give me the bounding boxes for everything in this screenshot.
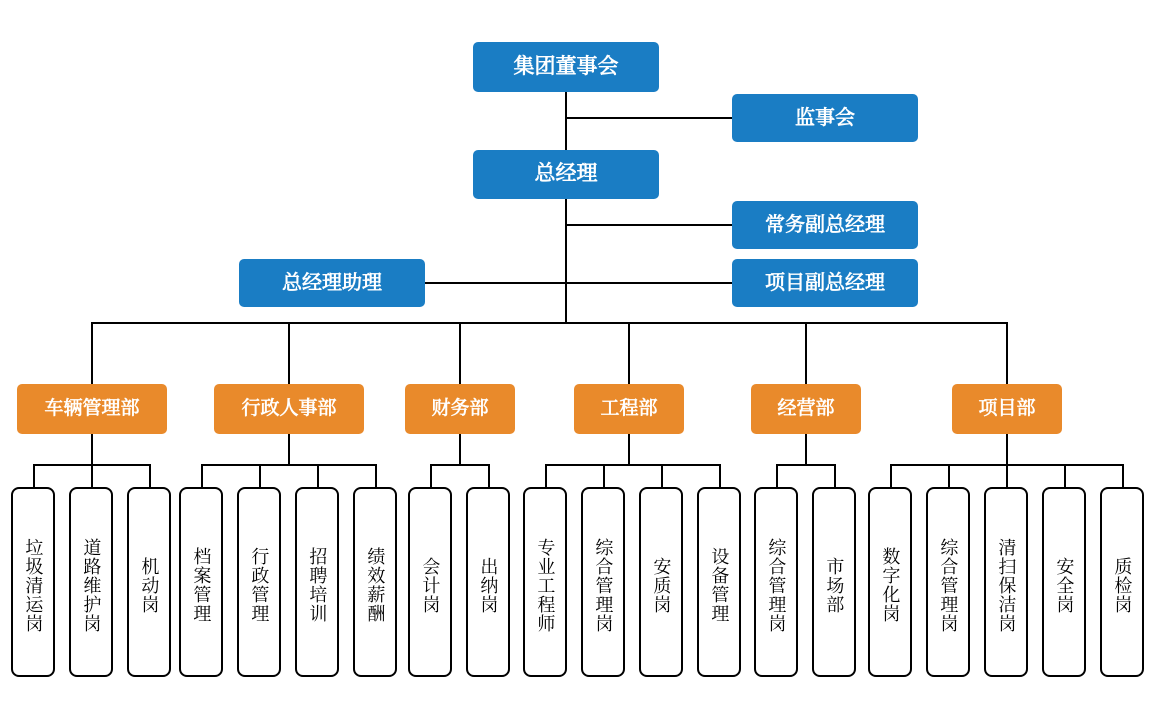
position-label: 综合管理岗 bbox=[593, 537, 614, 633]
position-label: 档案管理 bbox=[191, 547, 212, 623]
connector-department-bus bbox=[91, 322, 1007, 324]
connector-dept-1-leaf-1 bbox=[33, 464, 35, 488]
node-department-vehicle-management[interactable]: 车辆管理部 bbox=[17, 384, 167, 434]
connector-dept-4-leaf-1 bbox=[545, 464, 547, 488]
connector-bus-to-dept-3 bbox=[459, 322, 461, 384]
node-position-professional-engineer[interactable] bbox=[523, 487, 567, 677]
position-label: 会计岗 bbox=[420, 556, 441, 614]
connector-dept-6-down bbox=[1006, 434, 1008, 466]
position-label: 行政管理 bbox=[249, 547, 270, 623]
node-position-recruiting-training[interactable] bbox=[295, 487, 339, 677]
connector-dept-3-down bbox=[459, 434, 461, 466]
connector-dept-4-leaf-4 bbox=[719, 464, 721, 488]
connector-dept-4-leaf-2 bbox=[603, 464, 605, 488]
connector-dept-2-leaf-2 bbox=[259, 464, 261, 488]
position-label: 安全岗 bbox=[1054, 556, 1075, 614]
node-department-admin-hr[interactable]: 行政人事部 bbox=[214, 384, 364, 434]
node-position-cashier[interactable] bbox=[466, 487, 510, 677]
connector-dept-5-leaf-2 bbox=[834, 464, 836, 488]
connector-gm-to-assistant bbox=[425, 282, 565, 284]
connector-dept-2-leaf-3 bbox=[317, 464, 319, 488]
node-position-engineering-general-management[interactable] bbox=[581, 487, 625, 677]
connector-bus-to-dept-6 bbox=[1006, 322, 1008, 384]
node-position-safety-quality[interactable] bbox=[639, 487, 683, 677]
position-label: 质检岗 bbox=[1112, 556, 1133, 614]
connector-dept-6-leaf-1 bbox=[890, 464, 892, 488]
connector-dept-2-leaf-4 bbox=[375, 464, 377, 488]
connector-dept-3-leaf-2 bbox=[488, 464, 490, 488]
position-label: 设备管理 bbox=[709, 547, 730, 623]
node-position-equipment-management[interactable] bbox=[697, 487, 741, 677]
position-label: 专业工程师 bbox=[535, 537, 556, 633]
position-label: 招聘培训 bbox=[307, 547, 328, 623]
connector-dept-6-leaf-2 bbox=[948, 464, 950, 488]
connector-bus-to-dept-4 bbox=[628, 322, 630, 384]
connector-bus-to-dept-1 bbox=[91, 322, 93, 384]
connector-dept-6-leaf-5 bbox=[1122, 464, 1124, 488]
node-department-finance[interactable]: 财务部 bbox=[405, 384, 515, 434]
node-position-project-general-management[interactable] bbox=[926, 487, 970, 677]
connector-gm-to-supervisory bbox=[565, 117, 732, 119]
position-label: 安质岗 bbox=[651, 556, 672, 614]
connector-dept-4-leaf-3 bbox=[661, 464, 663, 488]
connector-dept-5-leaf-1 bbox=[776, 464, 778, 488]
position-label: 清扫保洁岗 bbox=[996, 537, 1017, 633]
connector-dept-6-leaf-3 bbox=[1006, 464, 1008, 488]
node-position-records-management[interactable] bbox=[179, 487, 223, 677]
node-position-accounting[interactable] bbox=[408, 487, 452, 677]
node-supervisory-board[interactable]: 监事会 bbox=[732, 94, 918, 142]
node-board[interactable]: 集团董事会 bbox=[473, 42, 659, 92]
node-position-waste-transport[interactable] bbox=[11, 487, 55, 677]
node-position-safety[interactable] bbox=[1042, 487, 1086, 677]
node-general-manager[interactable]: 总经理 bbox=[473, 150, 659, 199]
connector-dept-3-leaf-1 bbox=[430, 464, 432, 488]
connector-bus-to-dept-5 bbox=[805, 322, 807, 384]
node-position-road-maintenance[interactable] bbox=[69, 487, 113, 677]
node-position-flex-duty[interactable] bbox=[127, 487, 171, 677]
node-project-deputy-gm[interactable]: 项目副总经理 bbox=[732, 259, 918, 307]
position-label: 垃圾清运岗 bbox=[23, 537, 44, 633]
connector-dept-3-bus bbox=[430, 464, 490, 466]
connector-dept-1-leaf-2 bbox=[91, 464, 93, 488]
node-gm-assistant[interactable]: 总经理助理 bbox=[239, 259, 425, 307]
connector-dept-2-down bbox=[288, 434, 290, 466]
connector-dept-4-bus bbox=[545, 464, 721, 466]
node-position-operations-general-management[interactable] bbox=[754, 487, 798, 677]
position-label: 数字化岗 bbox=[880, 547, 901, 623]
connector-dept-1-leaf-3 bbox=[149, 464, 151, 488]
node-department-operations[interactable]: 经营部 bbox=[751, 384, 861, 434]
node-position-administration[interactable] bbox=[237, 487, 281, 677]
node-position-quality-inspection[interactable] bbox=[1100, 487, 1144, 677]
node-position-marketing[interactable] bbox=[812, 487, 856, 677]
position-label: 机动岗 bbox=[139, 556, 160, 614]
node-position-cleaning-sanitation[interactable] bbox=[984, 487, 1028, 677]
node-position-performance-compensation[interactable] bbox=[353, 487, 397, 677]
node-position-digitalization[interactable] bbox=[868, 487, 912, 677]
connector-dept-6-leaf-4 bbox=[1064, 464, 1066, 488]
position-label: 综合管理岗 bbox=[766, 537, 787, 633]
connector-dept-2-bus bbox=[201, 464, 377, 466]
position-label: 道路维护岗 bbox=[81, 537, 102, 633]
connector-dept-5-bus bbox=[776, 464, 836, 466]
connector-dept-2-leaf-1 bbox=[201, 464, 203, 488]
connector-bus-to-dept-2 bbox=[288, 322, 290, 384]
connector-gm-to-project-deputy bbox=[565, 282, 732, 284]
connector-dept-1-down bbox=[91, 434, 93, 466]
connector-gm-down bbox=[565, 199, 567, 323]
node-department-project[interactable]: 项目部 bbox=[952, 384, 1062, 434]
position-label: 市场部 bbox=[824, 556, 845, 614]
position-label: 综合管理岗 bbox=[938, 537, 959, 633]
position-label: 绩效薪酬 bbox=[365, 547, 386, 623]
connector-board-to-gm bbox=[565, 92, 567, 150]
node-executive-deputy-gm[interactable]: 常务副总经理 bbox=[732, 201, 918, 249]
connector-gm-to-exec-deputy bbox=[565, 224, 732, 226]
position-label: 出纳岗 bbox=[478, 556, 499, 614]
node-department-engineering[interactable]: 工程部 bbox=[574, 384, 684, 434]
connector-dept-5-down bbox=[805, 434, 807, 466]
connector-dept-4-down bbox=[628, 434, 630, 466]
